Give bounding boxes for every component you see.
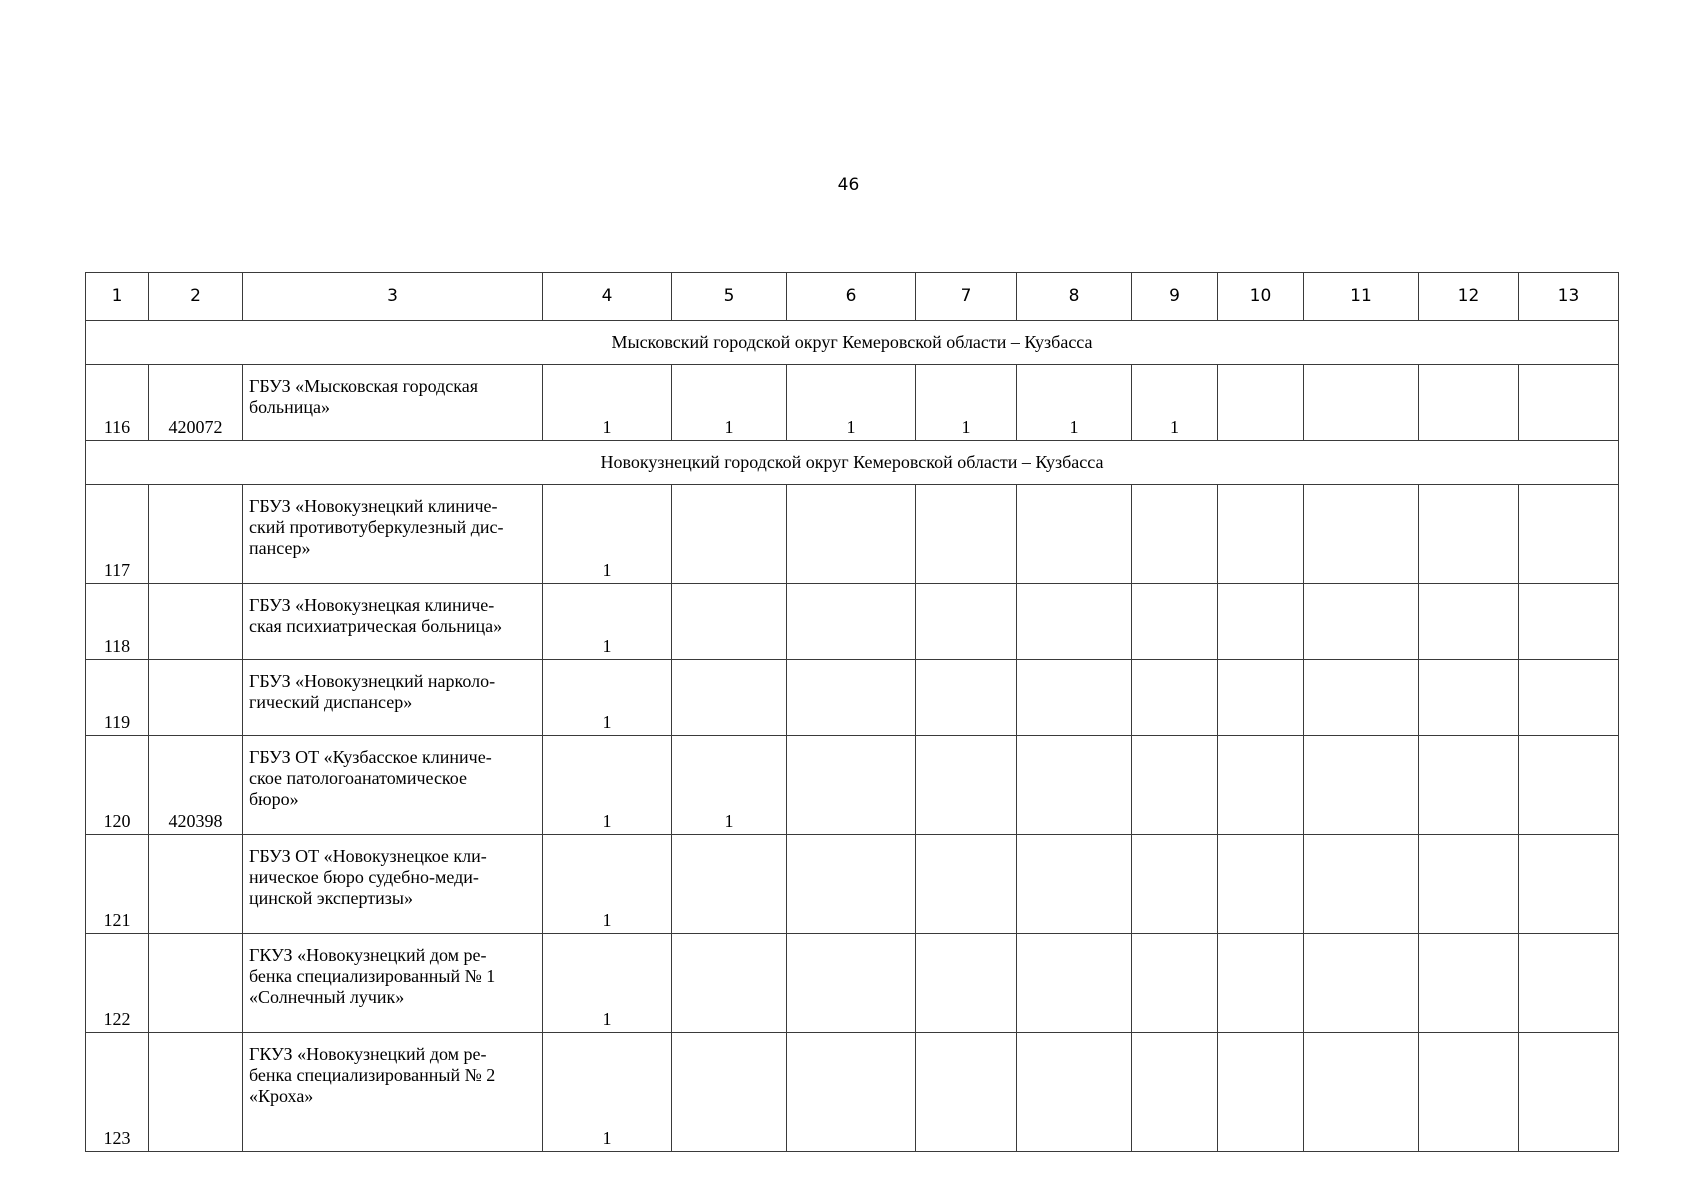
cell-col-4: 1 [543, 365, 672, 441]
row-number: 117 [86, 485, 149, 584]
cell-col-5 [672, 660, 787, 736]
cell-col-7 [916, 660, 1017, 736]
cell-col-6 [787, 736, 916, 835]
row-number: 121 [86, 835, 149, 934]
cell-col-13 [1519, 835, 1619, 934]
cell-col-8: 1 [1017, 365, 1132, 441]
cell-col-7: 1 [916, 365, 1017, 441]
cell-col-13 [1519, 934, 1619, 1033]
cell-col-11 [1304, 485, 1419, 584]
org-name: ГБУЗ ОТ «Новокузнецкое кли- ническое бюро судебно-меди- цинской экспертизы» [243, 835, 543, 934]
cell-col-13 [1519, 485, 1619, 584]
cell-col-4: 1 [543, 934, 672, 1033]
table-row [86, 365, 1619, 441]
cell-col-5 [672, 934, 787, 1033]
cell-col-5 [672, 584, 787, 660]
cell-col-4: 1 [543, 660, 672, 736]
cell-col-8 [1017, 934, 1132, 1033]
cell-col-9 [1132, 1033, 1218, 1152]
cell-col-6: 1 [787, 365, 916, 441]
cell-col-13 [1519, 1033, 1619, 1152]
cell-col-9 [1132, 835, 1218, 934]
row-number: 116 [86, 365, 149, 441]
cell-col-12 [1419, 736, 1519, 835]
table-row [86, 1033, 1619, 1152]
cell-col-10 [1218, 1033, 1304, 1152]
cell-col-11 [1304, 365, 1419, 441]
cell-col-5 [672, 485, 787, 584]
column-header: 3 [243, 273, 543, 321]
table-row [86, 660, 1619, 736]
row-number: 118 [86, 584, 149, 660]
cell-col-4: 1 [543, 736, 672, 835]
cell-col-8 [1017, 660, 1132, 736]
cell-col-6 [787, 835, 916, 934]
section-header-row [86, 441, 1619, 485]
cell-col-9: 1 [1132, 365, 1218, 441]
cell-col-5: 1 [672, 365, 787, 441]
org-name: ГБУЗ «Новокузнецкий клиниче- ский противотуберкулезный дис- пансер» [243, 485, 543, 584]
column-header: 9 [1132, 273, 1218, 321]
org-name: ГКУЗ «Новокузнецкий дом ре- бенка специализированный № 2 «Кроха» [243, 1033, 543, 1152]
cell-col-13 [1519, 736, 1619, 835]
section-header-row [86, 321, 1619, 365]
org-code [149, 1033, 243, 1152]
cell-col-7 [916, 835, 1017, 934]
column-header: 6 [787, 273, 916, 321]
cell-col-13 [1519, 660, 1619, 736]
row-number: 119 [86, 660, 149, 736]
cell-col-12 [1419, 1033, 1519, 1152]
cell-col-10 [1218, 835, 1304, 934]
column-header: 1 [86, 273, 149, 321]
cell-col-6 [787, 660, 916, 736]
cell-col-7 [916, 736, 1017, 835]
column-header: 4 [543, 273, 672, 321]
cell-col-11 [1304, 584, 1419, 660]
org-code [149, 660, 243, 736]
org-name: ГКУЗ «Новокузнецкий дом ре- бенка специализированный № 1 «Солнечный лучик» [243, 934, 543, 1033]
cell-col-4: 1 [543, 485, 672, 584]
cell-col-12 [1419, 835, 1519, 934]
row-number: 123 [86, 1033, 149, 1152]
cell-col-10 [1218, 485, 1304, 584]
cell-col-6 [787, 485, 916, 584]
org-code [149, 584, 243, 660]
cell-col-9 [1132, 485, 1218, 584]
cell-col-6 [787, 1033, 916, 1152]
cell-col-12 [1419, 660, 1519, 736]
cell-col-5 [672, 835, 787, 934]
cell-col-12 [1419, 934, 1519, 1033]
cell-col-10 [1218, 584, 1304, 660]
table-row [86, 835, 1619, 934]
org-name: ГБУЗ «Новокузнецкая клиниче- ская психиатрическая больница» [243, 584, 543, 660]
cell-col-12 [1419, 365, 1519, 441]
column-header: 12 [1419, 273, 1519, 321]
cell-col-13 [1519, 365, 1619, 441]
org-name: ГБУЗ «Мысковская городская больница» [243, 365, 543, 441]
cell-col-4: 1 [543, 1033, 672, 1152]
cell-col-8 [1017, 485, 1132, 584]
cell-col-11 [1304, 1033, 1419, 1152]
cell-col-7 [916, 584, 1017, 660]
org-code: 420398 [149, 736, 243, 835]
cell-col-4: 1 [543, 584, 672, 660]
cell-col-10 [1218, 736, 1304, 835]
org-code [149, 934, 243, 1033]
section-title: Новокузнецкий городской округ Кемеровской области – Кузбасса [86, 441, 1619, 485]
cell-col-10 [1218, 365, 1304, 441]
org-name: ГБУЗ «Новокузнецкий нарколо- гический диспансер» [243, 660, 543, 736]
cell-col-7 [916, 1033, 1017, 1152]
org-code: 420072 [149, 365, 243, 441]
header-row [86, 273, 1619, 321]
row-number: 120 [86, 736, 149, 835]
column-header: 13 [1519, 273, 1619, 321]
column-header: 11 [1304, 273, 1419, 321]
cell-col-9 [1132, 584, 1218, 660]
cell-col-11 [1304, 660, 1419, 736]
cell-col-5 [672, 1033, 787, 1152]
cell-col-11 [1304, 934, 1419, 1033]
cell-col-10 [1218, 934, 1304, 1033]
table-row [86, 736, 1619, 835]
column-header: 5 [672, 273, 787, 321]
cell-col-5: 1 [672, 736, 787, 835]
cell-col-4: 1 [543, 835, 672, 934]
table-row [86, 584, 1619, 660]
section-title: Мысковский городской округ Кемеровской области – Кузбасса [86, 321, 1619, 365]
cell-col-8 [1017, 1033, 1132, 1152]
cell-col-8 [1017, 835, 1132, 934]
cell-col-7 [916, 934, 1017, 1033]
org-name: ГБУЗ ОТ «Кузбасское клиниче- ское патологоанатомическое бюро» [243, 736, 543, 835]
cell-col-7 [916, 485, 1017, 584]
cell-col-13 [1519, 584, 1619, 660]
column-header: 10 [1218, 273, 1304, 321]
org-code [149, 485, 243, 584]
page-number: 46 [837, 175, 860, 195]
cell-col-8 [1017, 584, 1132, 660]
data-table [85, 272, 1619, 1152]
table-row [86, 485, 1619, 584]
cell-col-10 [1218, 660, 1304, 736]
cell-col-12 [1419, 584, 1519, 660]
cell-col-12 [1419, 485, 1519, 584]
table-row [86, 934, 1619, 1033]
cell-col-11 [1304, 835, 1419, 934]
cell-col-9 [1132, 736, 1218, 835]
org-code [149, 835, 243, 934]
column-header: 8 [1017, 273, 1132, 321]
cell-col-6 [787, 584, 916, 660]
cell-col-11 [1304, 736, 1419, 835]
cell-col-9 [1132, 934, 1218, 1033]
cell-col-6 [787, 934, 916, 1033]
cell-col-9 [1132, 660, 1218, 736]
cell-col-8 [1017, 736, 1132, 835]
column-header: 2 [149, 273, 243, 321]
column-header: 7 [916, 273, 1017, 321]
row-number: 122 [86, 934, 149, 1033]
